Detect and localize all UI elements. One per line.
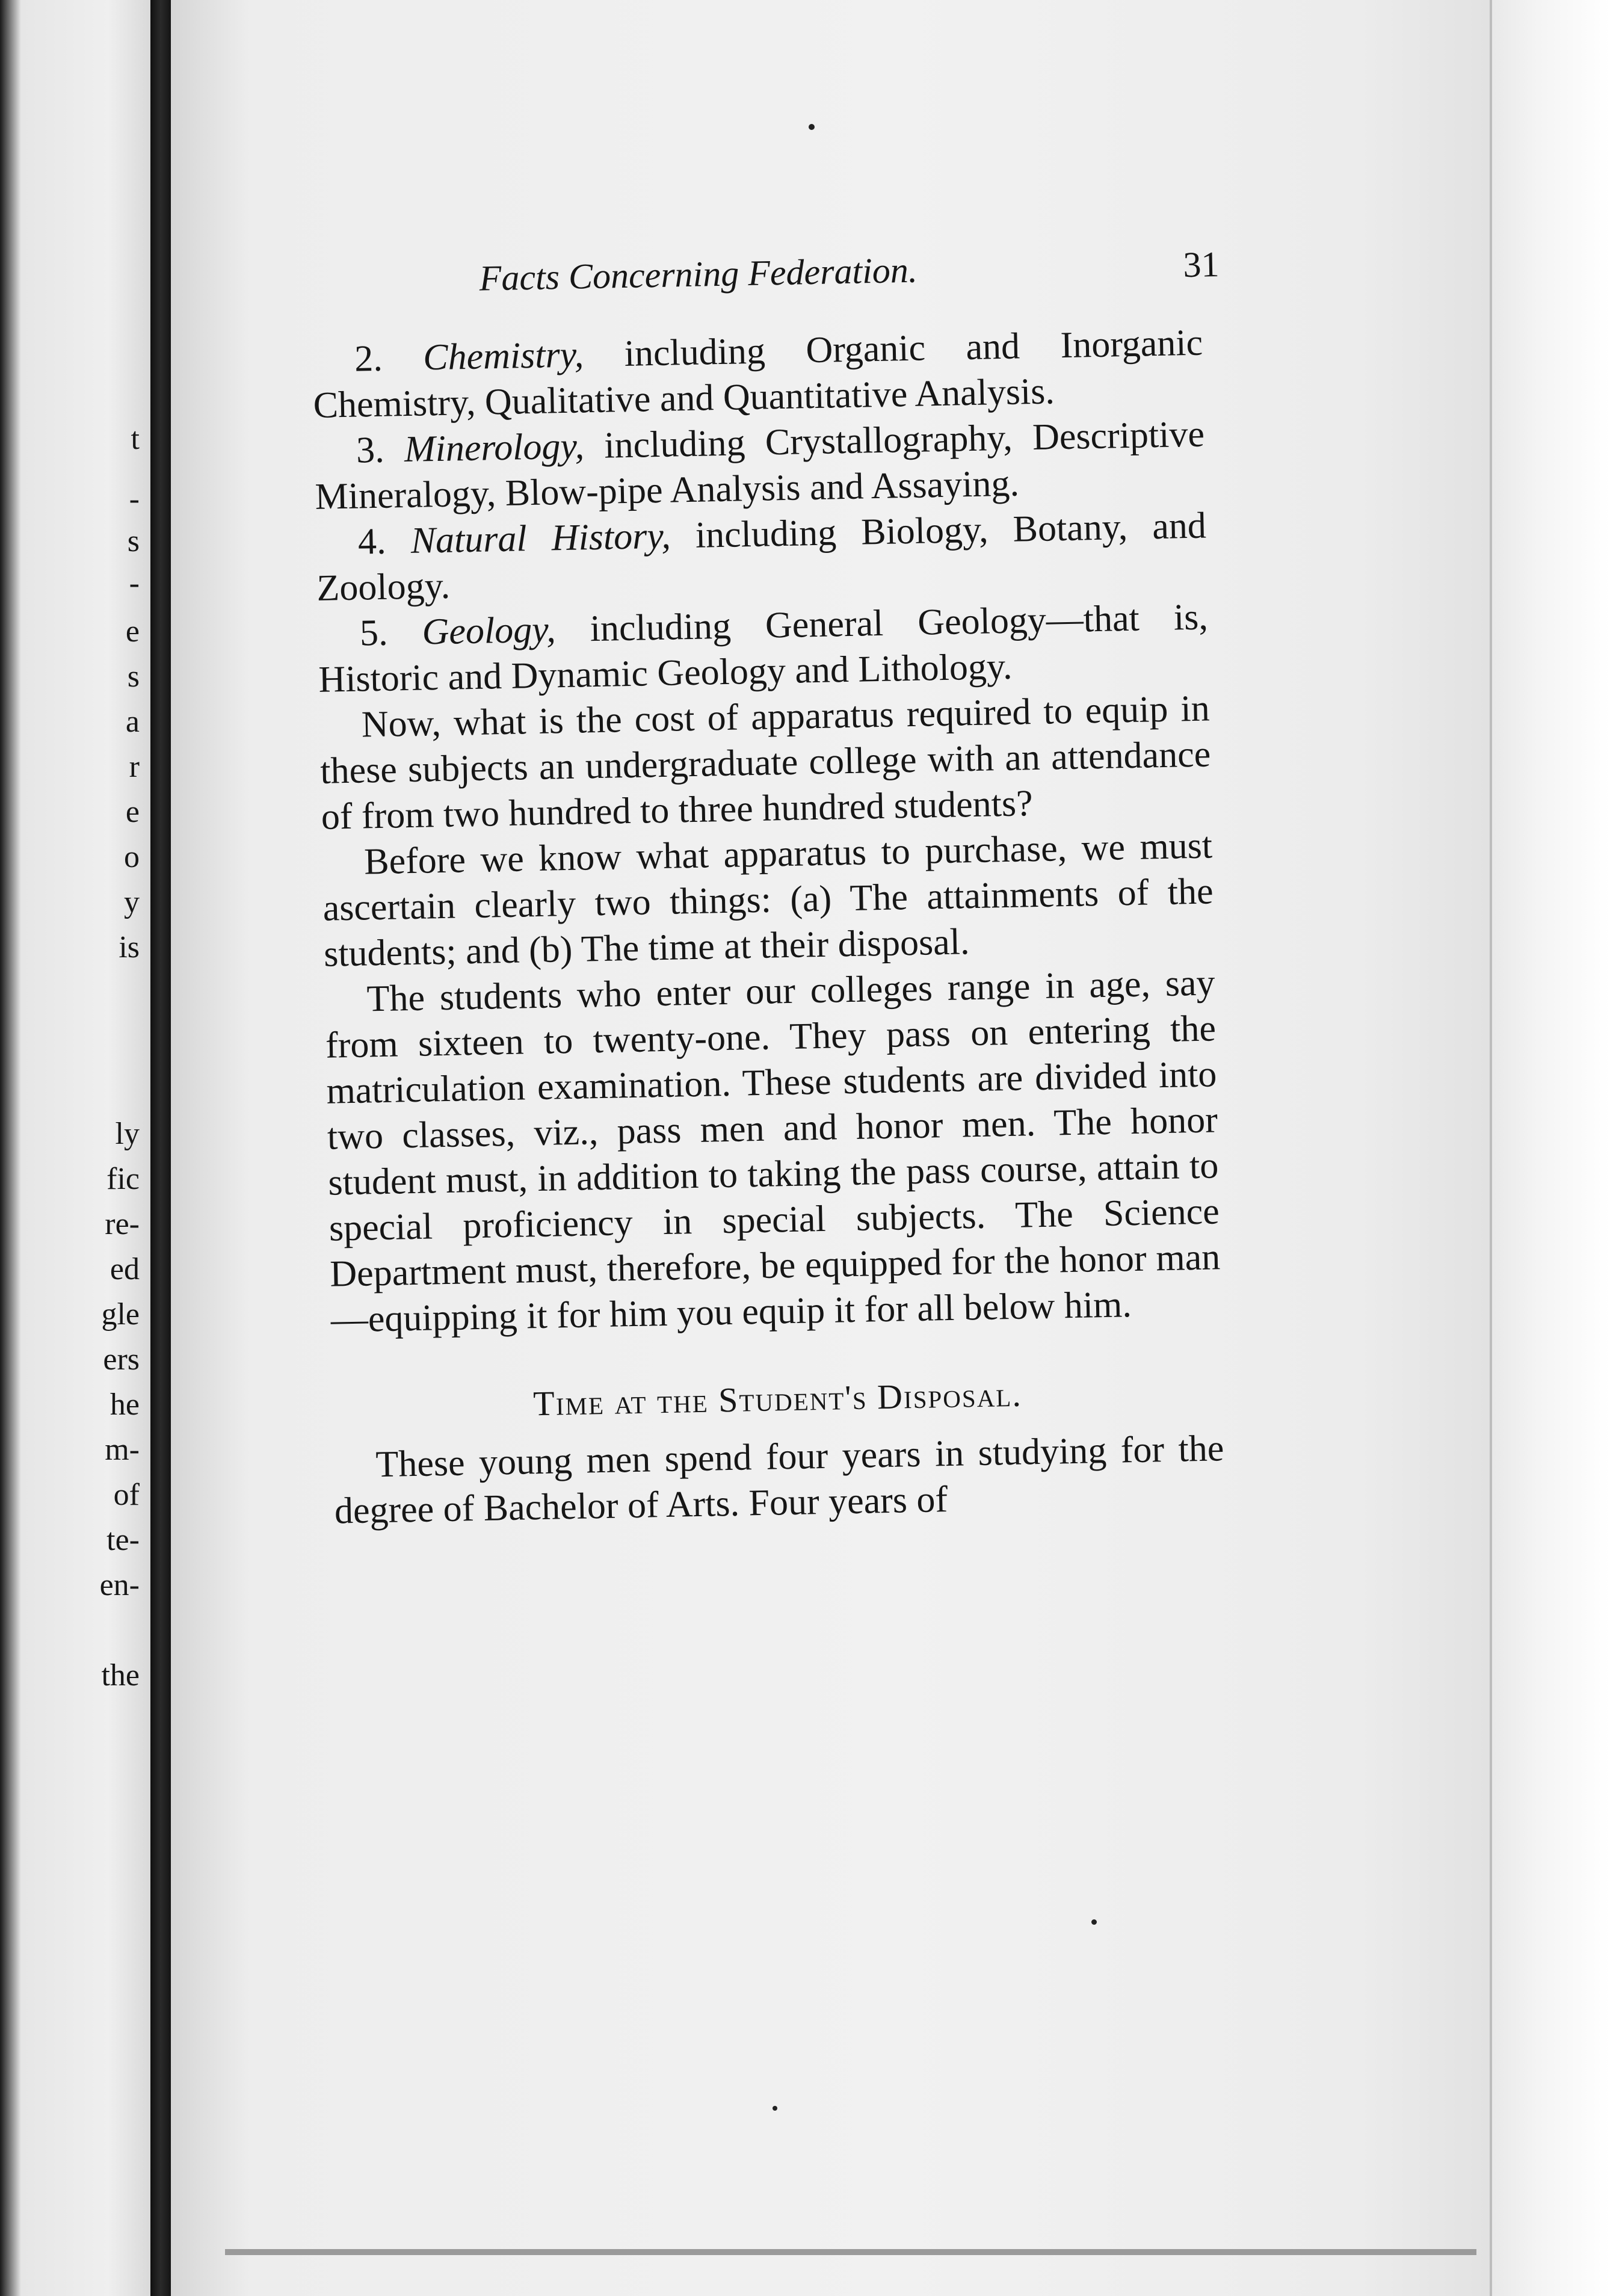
left-page-fragment: of — [113, 1478, 140, 1512]
left-page-fragment: s — [127, 524, 140, 558]
left-page-fragment: gle — [101, 1297, 140, 1332]
list-item-chemistry — [312, 320, 1204, 428]
item-subject: Geology, — [421, 609, 557, 653]
left-page-fragment: a — [125, 705, 140, 739]
ink-speck — [773, 2106, 777, 2111]
left-page-fragment: fic — [106, 1162, 140, 1196]
paragraph-students: The students who enter our colleges range in age, say from sixteen to twenty-one. They pass on entering the matriculation examination. These students are divided into two classes, viz., pass men and honor men. The honor student must, in addition to taking the pass course, attain to special proficiency in special subjects. The Science Department must, therefore, be equipped for the honor man—equipping it for him you equip it for all below him. — [325, 962, 1221, 1341]
left-page-fragment: t — [131, 422, 140, 456]
left-page-fragment: - — [129, 482, 140, 516]
left-page-fragment: e — [125, 795, 140, 829]
list-item-natural-history — [315, 503, 1208, 611]
page-number: 31 — [1182, 244, 1220, 285]
item-text: including Organic and Inorganic Chemistry, Qualitative and Quantitative Analysis. — [313, 322, 1203, 426]
running-head: Facts Concerning Federation. — [479, 250, 918, 298]
item-number: 5. — [359, 612, 389, 654]
item-subject: Minerology, — [404, 425, 585, 471]
paragraph-four-years: These young men spend four years in studying for the degree of Bachelor of Arts. Four years of — [334, 1428, 1224, 1532]
section-heading: Time at the Student's Disposal. — [532, 1374, 1023, 1424]
page-edge-line — [1490, 0, 1492, 2296]
item-subject: Natural History, — [410, 515, 671, 561]
item-text: including General Geology—that is, Historic and Dynamic Geology and Lithology. — [318, 596, 1209, 700]
facing-page-left — [0, 0, 150, 2296]
item-text: including Crystallography, Descriptive Mineralogy, Blow-pipe Analysis and Assaying. — [314, 413, 1205, 517]
ink-speck — [1091, 1919, 1097, 1925]
list-item-geology — [317, 594, 1209, 702]
left-page-fragment: m- — [105, 1433, 140, 1467]
page-text — [310, 242, 1225, 1534]
left-page-fragment: te- — [106, 1523, 140, 1557]
left-page-fragment: e — [125, 614, 140, 649]
item-number: 3. — [356, 429, 385, 471]
left-page-fragment: the — [101, 1658, 140, 1693]
page-header — [310, 242, 1220, 319]
item-number: 2. — [354, 338, 383, 380]
left-page-fragment: s — [127, 659, 140, 694]
left-page-fragment: o — [124, 840, 140, 874]
book-gutter — [150, 0, 171, 2296]
item-number: 4. — [357, 520, 387, 563]
left-page-fragment: - — [129, 566, 140, 600]
page-bottom-edge — [225, 2249, 1476, 2255]
book-page — [171, 0, 1490, 2296]
left-page-fragment: ly — [115, 1117, 140, 1151]
left-page-fragment: ers — [103, 1342, 140, 1377]
left-page-fragment: is — [119, 930, 140, 964]
left-page-fragment: en- — [99, 1568, 140, 1602]
left-page-fragment: he — [109, 1387, 140, 1422]
left-page-fragment: ed — [109, 1252, 140, 1286]
paragraph-apparatus-cost: Now, what is the cost of apparatus required to equip in these subjects an undergraduate college with an attendance of from two hundred to three hundred students? — [319, 688, 1211, 838]
scan-right-margin — [1490, 0, 1610, 2296]
left-page-fragment: re- — [105, 1207, 140, 1241]
item-subject: Chemistry, — [422, 334, 584, 378]
item-text: including Biology, Botany, and Zoology. — [316, 505, 1207, 609]
ink-speck — [809, 124, 815, 130]
list-item-minerology — [313, 412, 1206, 520]
left-page-fragment: r — [129, 750, 140, 784]
left-page-fragment: y — [124, 885, 140, 919]
paragraph-ascertain: Before we know what apparatus to purchase, we must ascertain clearly two things: (a) The attainments of the students; and (b) The time at their disposal. — [322, 825, 1214, 975]
